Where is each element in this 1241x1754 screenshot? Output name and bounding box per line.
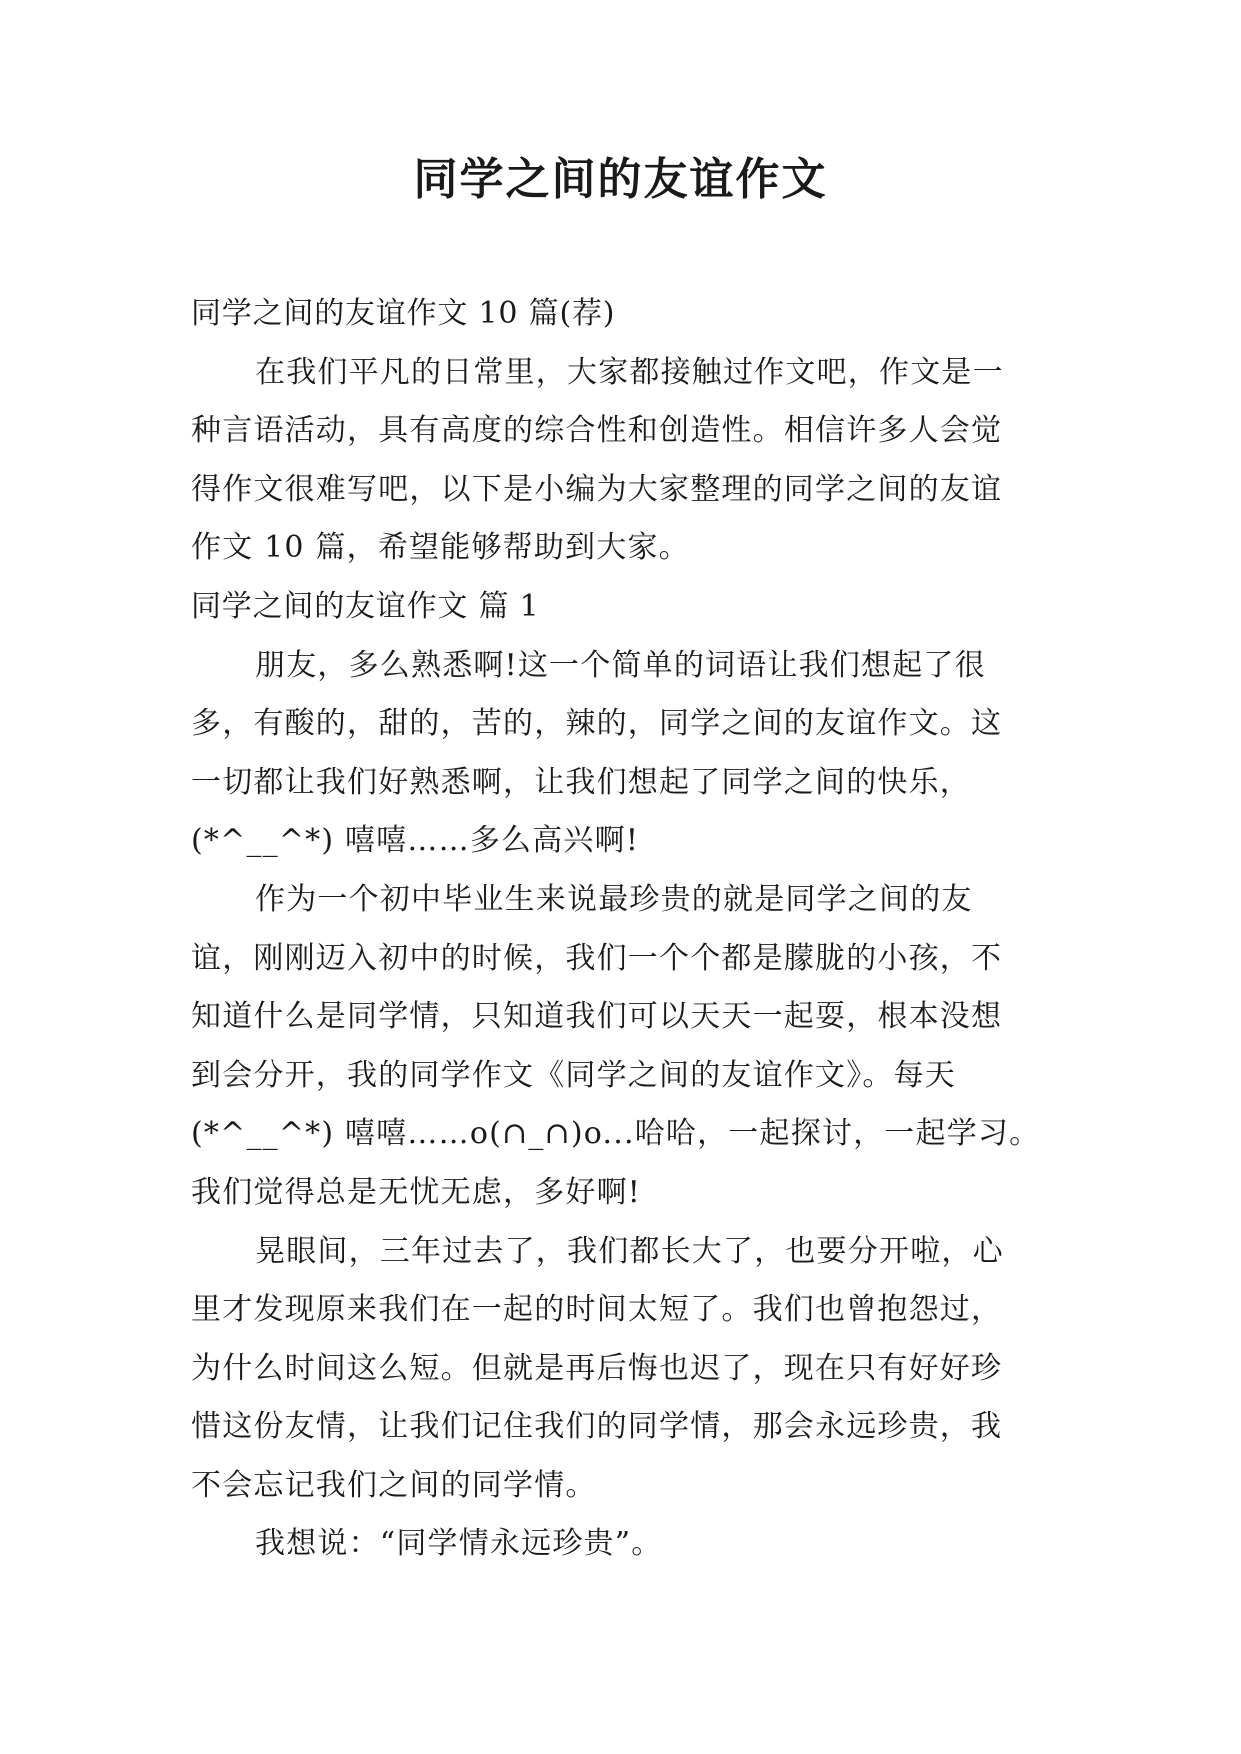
section-heading: 同学之间的友谊作文 篇 1 bbox=[191, 588, 540, 624]
paragraph-line: 里才发现原来我们在一起的时间太短了。我们也曾抱怨过， bbox=[191, 1292, 1003, 1328]
paragraph-line: 作为一个初中毕业生来说最珍贵的就是同学之间的友 bbox=[255, 881, 973, 917]
paragraph-line: 多，有酸的，甜的，苦的，辣的，同学之间的友谊作文。这 bbox=[191, 706, 1003, 742]
paragraph-line: 到会分开，我的同学作文《同学之间的友谊作文》。每天 bbox=[191, 1057, 956, 1093]
paragraph-line: 朋友，多么熟悉啊!这一个简单的词语让我们想起了很 bbox=[255, 647, 986, 683]
document-title: 同学之间的友谊作文 bbox=[413, 154, 828, 205]
paragraph-line: 一切都让我们好熟悉啊，让我们想起了同学之间的快乐， bbox=[191, 764, 971, 800]
paragraph-line: 作文 10 篇，希望能够帮助到大家。 bbox=[191, 530, 690, 566]
paragraph-line: 种言语活动，具有高度的综合性和创造性。相信许多人会觉 bbox=[191, 413, 1003, 449]
paragraph-line: 惜这份友情，让我们记住我们的同学情，那会永远珍贵，我 bbox=[191, 1409, 1003, 1445]
paragraph-line: 不会忘记我们之间的同学情。 bbox=[191, 1467, 597, 1503]
document-body bbox=[191, 285, 1061, 1574]
paragraph-line: 为什么时间这么短。但就是再后悔也迟了，现在只有好好珍 bbox=[191, 1350, 1003, 1386]
paragraph-line: 晃眼间，三年过去了，我们都长大了，也要分开啦，心 bbox=[255, 1233, 1004, 1269]
paragraph-line: 我们觉得总是无忧无虑，多好啊! bbox=[191, 1174, 642, 1210]
paragraph-line: 我想说：“同学情永远珍贵”。 bbox=[255, 1526, 663, 1562]
paragraph-line: 在我们平凡的日常里，大家都接触过作文吧，作文是一 bbox=[255, 354, 1004, 390]
paragraph-line: 谊，刚刚迈入初中的时候，我们一个个都是朦胧的小孩，不 bbox=[191, 940, 1003, 976]
paragraph-line: (*^__^*) 嘻嘻……多么高兴啊! bbox=[191, 823, 640, 859]
section-heading: 同学之间的友谊作文 10 篇(荐) bbox=[191, 296, 616, 331]
paragraph-line: 得作文很难写吧，以下是小编为大家整理的同学之间的友谊 bbox=[191, 471, 1003, 507]
paragraph-line: 知道什么是同学情，只知道我们可以天天一起耍，根本没想 bbox=[191, 999, 1003, 1035]
paragraph-line: (*^__^*) 嘻嘻……o(∩_∩)o...哈哈，一起探讨，一起学习。 bbox=[191, 1116, 1041, 1152]
